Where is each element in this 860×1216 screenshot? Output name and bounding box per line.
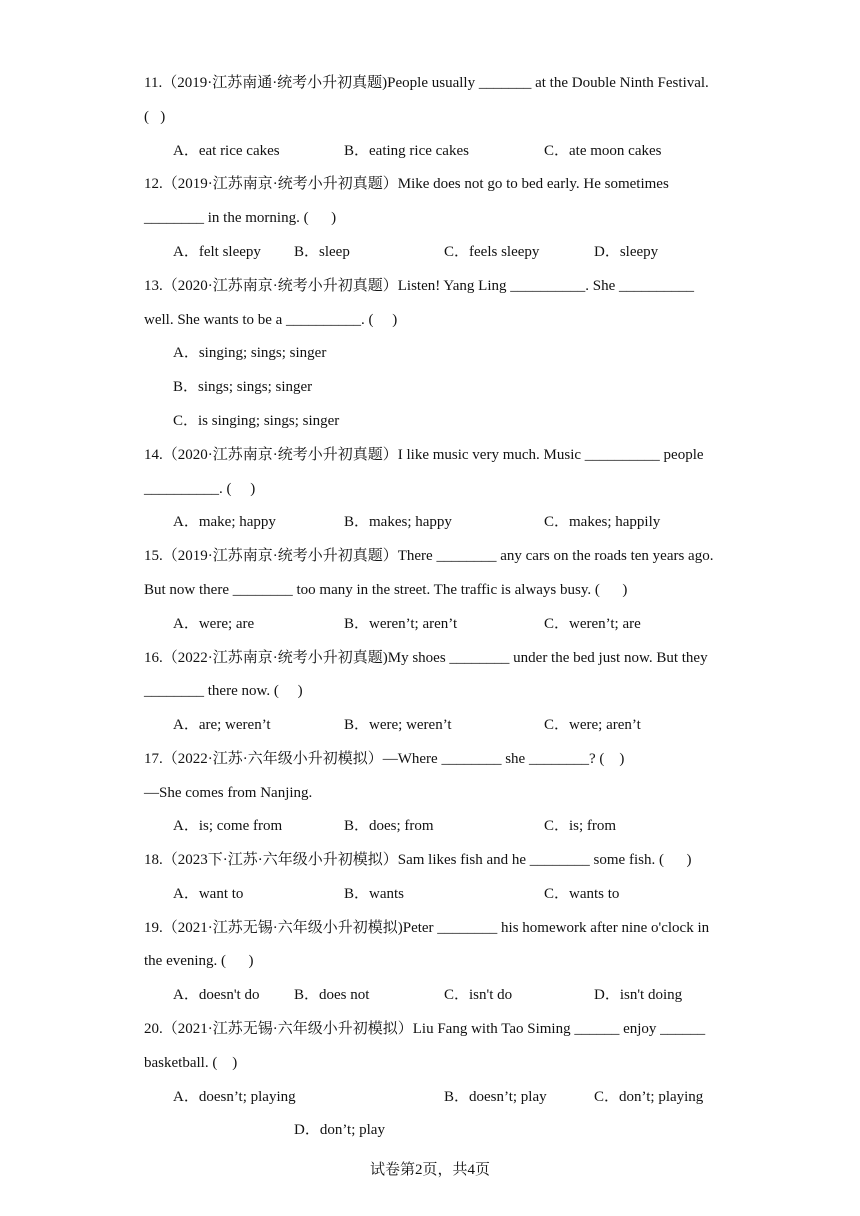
question-13-stem-continued: well. She wants to be a __________. ( ) (144, 312, 398, 328)
question-14-option-b: B．makes; happy (344, 514, 452, 530)
question-13-option-c: C．is singing; sings; singer (173, 413, 340, 429)
question-17-option-c: C．is; from (544, 818, 617, 834)
question-16-stem-continued: ________ there now. ( ) (144, 683, 303, 699)
question-19-option-c: C．isn't do (444, 987, 513, 1003)
question-13-option-a: A．singing; sings; singer (173, 345, 327, 361)
question-20-stem: 20.（2021·江苏无锡·六年级小升初模拟）Liu Fang with Tao Siming ______ enjoy ______ (144, 1021, 706, 1037)
question-16-stem: 16.（2022·江苏南京·统考小升初真题)My shoes ________ under the bed just now. But they (144, 650, 708, 666)
question-16-option-a: A．are; weren’t (173, 717, 271, 733)
question-19-option-d: D．isn't doing (594, 987, 683, 1003)
question-15-option-b: B．weren’t; aren’t (344, 616, 458, 632)
question-17-stem: 17.（2022·江苏·六年级小升初模拟）—Where ________ she ________? ( ) (144, 751, 625, 767)
question-18-option-a: A．want to (173, 886, 244, 902)
question-11-option-b: B．eating rice cakes (344, 143, 469, 159)
question-15-option-c: C．weren’t; are (544, 616, 641, 632)
question-12-option-b: B．sleep (294, 244, 350, 260)
page-footer: 试卷第2页，共4页 (369, 1162, 490, 1178)
question-20-option-d: D．don’t; play (294, 1122, 385, 1138)
question-14-option-a: A．make; happy (173, 514, 276, 530)
question-12-option-c: C．feels sleepy (444, 244, 540, 260)
question-14-stem: 14.（2020·江苏南京·统考小升初真题）I like music very much. Music __________ people (144, 447, 704, 463)
question-20-stem-continued: basketball. ( ) (144, 1055, 238, 1071)
question-16-option-b: B．were; weren’t (344, 717, 452, 733)
question-11-answer-bracket: ( ) (144, 109, 166, 125)
question-19-stem-continued: the evening. ( ) (144, 953, 254, 969)
question-18-option-b: B．wants (344, 886, 405, 902)
question-17-response: —She comes from Nanjing. (144, 785, 313, 801)
question-17-option-b: B．does; from (344, 818, 434, 834)
question-19-stem: 19.（2021·江苏无锡·六年级小升初模拟)Peter ________ his homework after nine o'clock in (144, 920, 710, 936)
question-12-option-d: D．sleepy (594, 244, 659, 260)
question-11-option-c: C．ate moon cakes (544, 143, 662, 159)
question-15-option-a: A．were; are (173, 616, 255, 632)
question-13-option-b: B．sings; sings; singer (173, 379, 313, 395)
question-18-stem: 18.（2023下·江苏·六年级小升初模拟）Sam likes fish and he ________ some fish. ( ) (144, 852, 692, 868)
question-11-stem: 11.（2019·江苏南通·统考小升初真题)People usually _______ at the Double Ninth Festival. (144, 75, 709, 91)
question-15-stem: 15.（2019·江苏南京·统考小升初真题）There ________ any cars on the roads ten years ago. (144, 548, 714, 564)
question-14-option-c: C．makes; happily (544, 514, 661, 530)
question-12-stem-continued: ________ in the morning. ( ) (144, 210, 337, 226)
question-13-stem: 13.（2020·江苏南京·统考小升初真题）Listen! Yang Ling __________. She __________ (144, 278, 694, 294)
question-12-stem: 12.（2019·江苏南京·统考小升初真题）Mike does not go to bed early. He sometimes (144, 176, 669, 192)
question-14-stem-continued: __________. ( ) (144, 481, 256, 497)
question-19-option-b: B．does not (294, 987, 370, 1003)
question-19-option-a: A．doesn't do (173, 987, 260, 1003)
question-11-option-a: A．eat rice cakes (173, 143, 280, 159)
question-16-option-c: C．were; aren’t (544, 717, 641, 733)
question-15-stem-continued: But now there ________ too many in the street. The traffic is always busy. ( ) (144, 582, 628, 598)
question-18-option-c: C．wants to (544, 886, 620, 902)
question-20-option-a: A．doesn’t; playing (173, 1089, 296, 1105)
question-12-option-a: A．felt sleepy (173, 244, 261, 260)
question-17-option-a: A．is; come from (173, 818, 283, 834)
question-20-option-b: B．doesn’t; play (444, 1089, 547, 1105)
question-20-option-c: C．don’t; playing (594, 1089, 704, 1105)
